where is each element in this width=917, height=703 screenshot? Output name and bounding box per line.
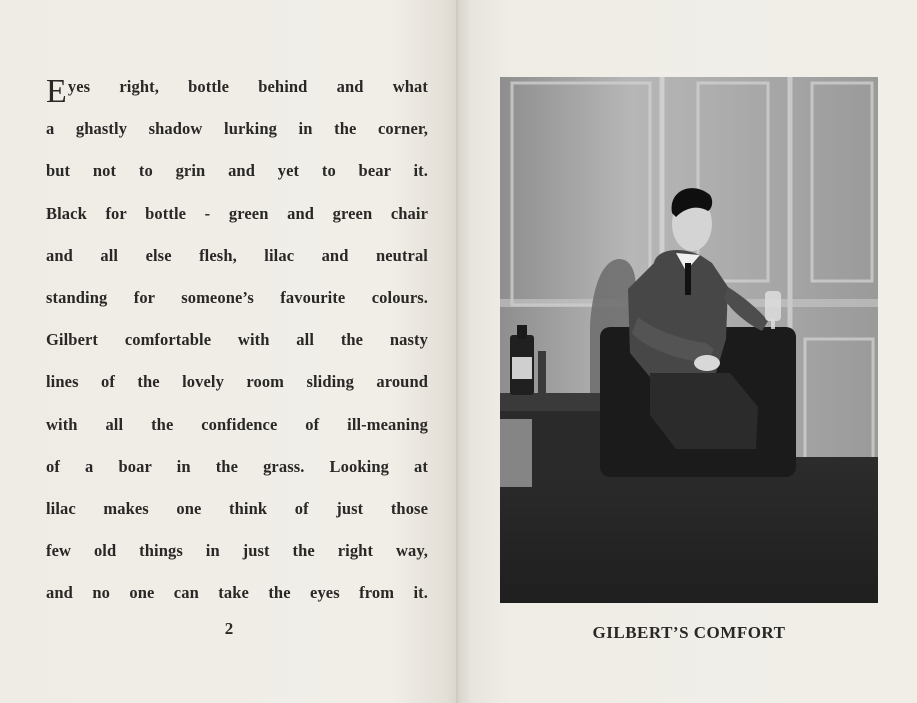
- photo-illustration: [500, 77, 878, 603]
- poem-line: of a boar in the grass. Looking at: [46, 456, 428, 476]
- first-line-text: yes right, bottle behind and what: [67, 77, 428, 96]
- poem-line: standing for someone’s favourite colours.: [46, 287, 428, 307]
- poem-line: but not to grin and yet to bear it.: [46, 161, 428, 181]
- poem-line: with all the confidence of ill-meaning: [46, 414, 428, 434]
- poem-line: a ghastly shadow lurking in the corner,: [46, 119, 428, 139]
- poem-line: Black for bottle - green and green chair: [46, 203, 428, 223]
- poem-line: and no one can take the eyes from it.: [46, 583, 428, 603]
- drop-cap: E: [46, 73, 67, 110]
- poem-line: lilac makes one think of just those: [46, 498, 428, 518]
- left-page: [0, 0, 458, 703]
- portrait-photograph: [500, 77, 878, 603]
- poem-line: lines of the lovely room sliding around: [46, 372, 428, 392]
- poem-line: few old things in just the right way,: [46, 541, 428, 561]
- page-number: 2: [224, 619, 234, 638]
- photo-caption: GILBERT’S COMFORT: [592, 623, 786, 642]
- poem-text: [46, 66, 428, 614]
- poem-line: and all else flesh, lilac and neutral: [46, 245, 428, 265]
- poem-line: Gilbert comfortable with all the nasty: [46, 330, 428, 350]
- poem-line: [46, 66, 428, 108]
